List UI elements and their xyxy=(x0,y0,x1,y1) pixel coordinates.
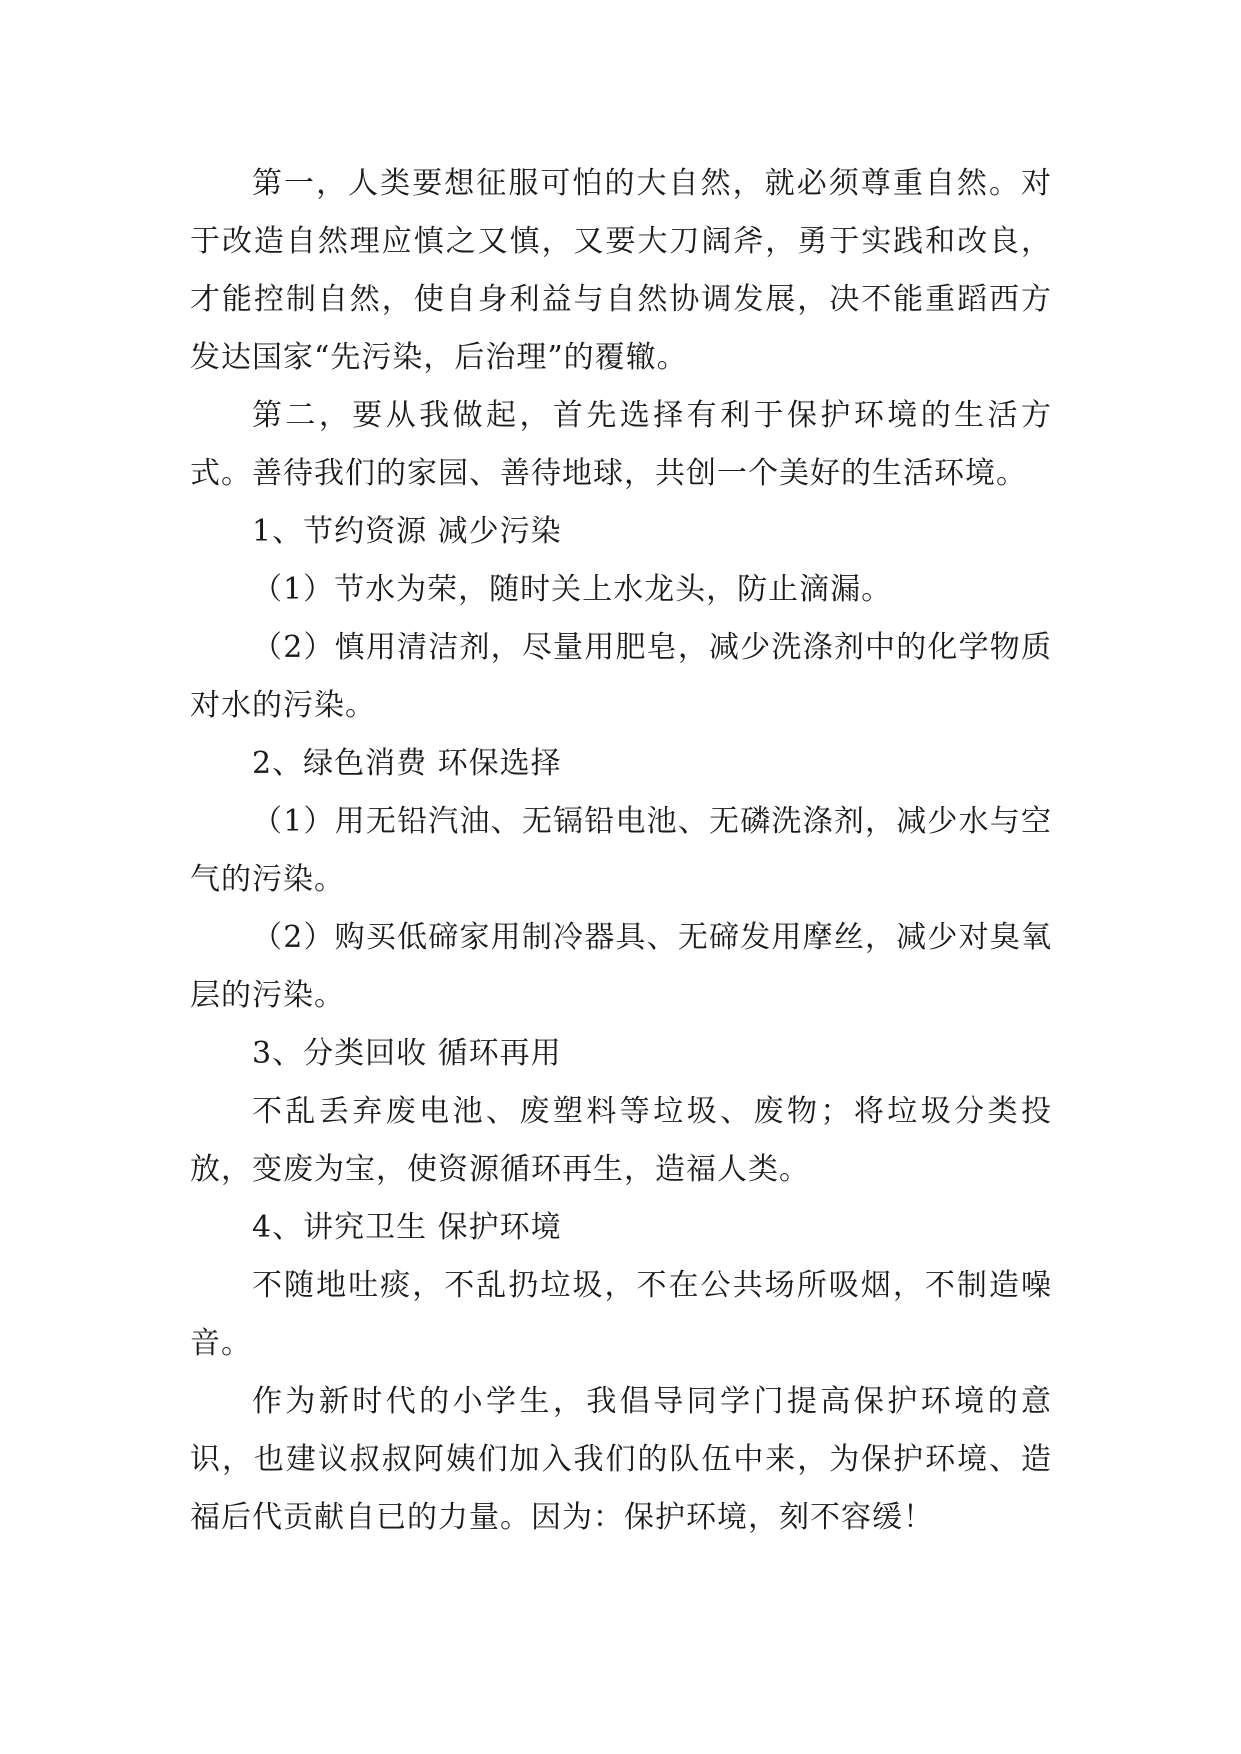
paragraph-conclusion: 作为新时代的小学生，我倡导同学门提高保护环境的意识，也建议叔叔阿姨们加入我们的队伍中来，为保护环境、造福后代贡献自已的力量。因为：保护环境，刻不容缓！ xyxy=(190,1384,1052,1535)
paragraph-first-point: 第一，人类要想征服可怕的大自然，就必须尊重自然。对于改造自然理应慎之又慎，又要大刀阔斧，勇于实践和改良，才能控制自然，使自身利益与自然协调发展，决不能重蹈西方发达国家“先污染，后治理”的覆辙。 xyxy=(190,166,1052,375)
item-ozone-protection: （2）购买低碲家用制冷器具、无碲发用摩丝，减少对臭氧层的污染。 xyxy=(190,920,1052,1013)
heading-green-consumption: 2、绿色消费 环保选择 xyxy=(252,746,562,781)
item-save-water: （1）节水为荣，随时关上水龙头，防止滴漏。 xyxy=(252,572,893,607)
heading-recycling: 3、分类回收 循环再用 xyxy=(252,1036,562,1071)
paragraph-second-point: 第二，要从我做起，首先选择有利于保护环境的生活方式。善待我们的家园、善待地球，共创一个美好的生活环境。 xyxy=(190,398,1052,491)
paragraph-hygiene: 不随地吐痰，不乱扔垃圾，不在公共场所吸烟，不制造噪音。 xyxy=(190,1268,1052,1361)
item-unleaded-products: （1）用无铅汽油、无镉铅电池、无磷洗涤剂，减少水与空气的污染。 xyxy=(190,804,1052,897)
heading-save-resources: 1、节约资源 减少污染 xyxy=(252,514,562,549)
heading-hygiene: 4、讲究卫生 保护环境 xyxy=(252,1210,562,1245)
item-cleaning-agents: （2）慎用清洁剂，尽量用肥皂，减少洗涤剂中的化学物质对水的污染。 xyxy=(190,630,1052,723)
document-body xyxy=(190,155,1052,1547)
paragraph-recycling: 不乱丢弃废电池、废塑料等垃圾、废物；将垃圾分类投放，变废为宝，使资源循环再生，造福人类。 xyxy=(190,1094,1052,1187)
